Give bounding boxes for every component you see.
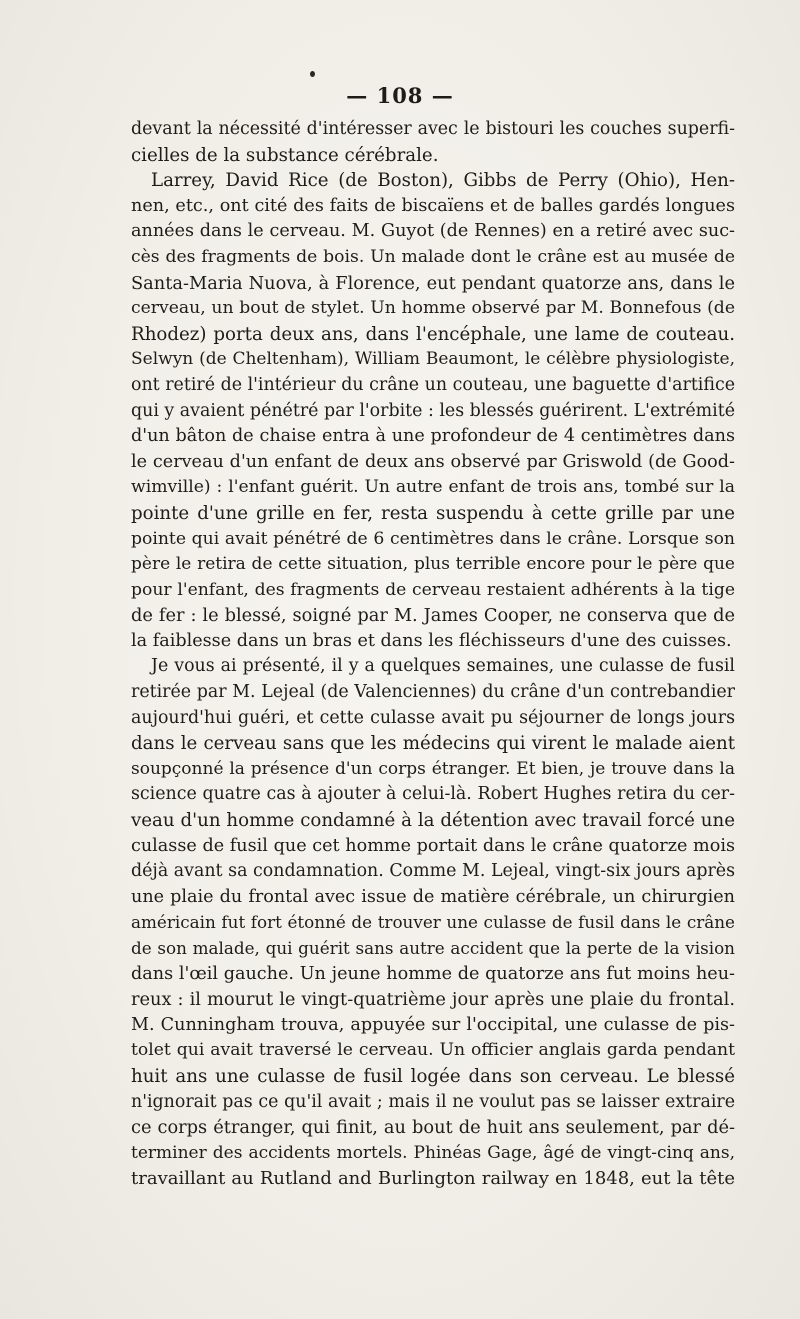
text-line: américain fut fort étonné de trouver une culasse de fusil dans le crâne [131,912,735,933]
text-line: cielles de la substance cérébrale. [131,144,439,166]
text-line: le cerveau d'un enfant de deux ans observé par Griswold (de Good- [131,451,735,472]
text-line: Rhodez) porta deux ans, dans l'encéphale, une lame de couteau. [131,323,735,345]
text-line: devant la nécessité d'intéresser avec le bistouri les couches superfi- [131,119,735,139]
text-line: M. Cunningham trouva, appuyée sur l'occipital, une culasse de pis- [131,1014,735,1035]
text-line: aujourd'hui guéri, et cette culasse avait pu séjourner de longs jours [131,707,735,728]
text-line: ce corps étranger, qui finit, au bout de huit ans seulement, par dé- [131,1117,735,1139]
text-line: huit ans une culasse de fusil logée dans son cerveau. Le blessé [131,1065,735,1087]
text-line: Larrey, David Rice (de Boston), Gibbs de Perry (Ohio), Hen- [151,170,735,192]
body-text [131,117,735,1192]
text-line: nen, etc., ont cité des faits de biscaïens et de balles gardés longues [131,195,735,216]
text-line: déjà avant sa condamnation. Comme M. Lejeal, vingt-six jours après [131,861,735,882]
text-line: pointe qui avait pénétré de 6 centimètres dans le crâne. Lorsque son [131,528,735,549]
text-line: Selwyn (de Cheltenham), William Beaumont, le célèbre physiologiste, [131,349,735,370]
text-line: dans le cerveau sans que les médecins qui virent le malade aient [131,733,735,755]
page-number: — 108 — [346,83,454,108]
text-line: n'ignorait pas ce qu'il avait ; mais il ne voulut pas se laisser extraire [131,1091,735,1112]
text-line: père le retira de cette situation, plus terrible encore pour le père que [131,554,735,575]
text-line: veau d'un homme condamné à la détention avec travail forcé une [131,810,735,832]
text-line: wimville) : l'enfant guérit. Un autre enfant de trois ans, tombé sur la [131,477,735,498]
text-line: la faiblesse dans un bras et dans les fléchisseurs d'une des cuisses. [131,630,732,651]
text-line: science quatre cas à ajouter à celui-là. Robert Hughes retira du cer- [131,784,735,805]
text-line: années dans le cerveau. M. Guyot (de Rennes) en a retiré avec suc- [131,221,735,242]
text-line: retirée par M. Lejeal (de Valenciennes) du crâne d'un contrebandier [131,682,735,703]
text-line: dans l'œil gauche. Un jeune homme de quatorze ans fut moins heu- [131,963,735,984]
text-line: d'un bâton de chaise entra à une profondeur de 4 centimètres dans [131,426,735,447]
ink-speck [310,71,315,77]
text-line: pour l'enfant, des fragments de cerveau restaient adhérents à la tige [131,579,735,600]
text-line: culasse de fusil que cet homme portait dans le crâne quatorze mois [131,835,735,856]
text-line: cès des fragments de bois. Un malade dont le crâne est au musée de [131,246,735,267]
text-line: cerveau, un bout de stylet. Un homme observé par M. Bonnefous (de [131,298,735,319]
text-line: ont retiré de l'intérieur du crâne un couteau, une baguette d'artifice [131,374,735,395]
text-line: terminer des accidents mortels. Phinéas Gage, âgé de vingt-cinq ans, [131,1142,735,1163]
text-line: tolet qui avait traversé le cerveau. Un officier anglais garda pendant [131,1040,735,1061]
text-line: reux : il mourut le vingt-quatrième jour après une plaie du frontal. [131,989,735,1011]
text-line: soupçonné la présence d'un corps étranger. Et bien, je trouve dans la [131,758,735,779]
text-line: qui y avaient pénétré par l'orbite : les blessés guérirent. L'extrémité [131,400,735,421]
text-line: une plaie du frontal avec issue de matière cérébrale, un chirurgien [131,886,735,907]
text-line: travaillant au Rutland and Burlington railway en 1848, eut la tête [131,1168,735,1190]
text-line: pointe d'une grille en fer, resta suspendu à cette grille par une [131,502,735,524]
text-line: Santa-Maria Nuova, à Florence, eut pendant quatorze ans, dans le [131,272,735,294]
text-line: Je vous ai présenté, il y a quelques semaines, une culasse de fusil [151,656,735,677]
text-line: de fer : le blessé, soigné par M. James Cooper, ne conserva que de [131,605,735,627]
text-line: de son malade, qui guérit sans autre accident que la perte de la vision [131,938,735,958]
